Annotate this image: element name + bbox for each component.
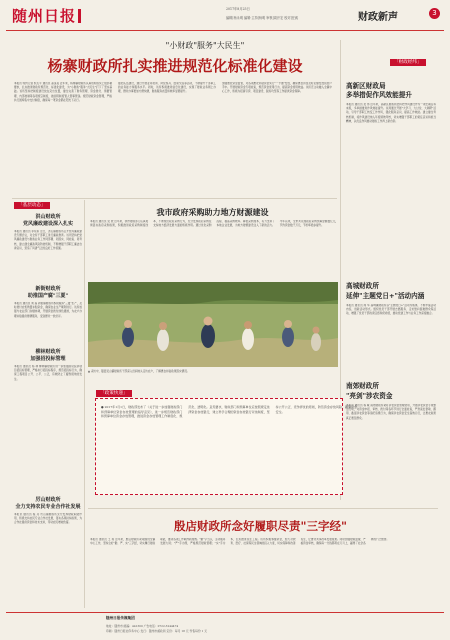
footer (6, 612, 444, 637)
quote-header: 「 政策快递 」 (96, 390, 132, 397)
brief-body: 本报讯 通讯员 程 丹 厉山镇财政所充分发挥财政职能作用，积极支持农民专业合作社发展，落实各项扶持政策，为合作社提供资金和技术支持，带动农民增收致富。 (14, 513, 82, 525)
second-headline: 殷店财政所念好履职尽责"三字经" (174, 519, 347, 533)
right-rail-header: 「 财政经纬 」 (390, 59, 426, 66)
lead-body-col-1: 本报讯 特约记者 熊太平 通讯员 高炎炎 近年来，杨寨镇财政所认真贯彻落实上级部署要求，扎实推进财政所规范化、标准化建设，为"小财政"服务"大民生"打下了坚实基础。该所坚持把制度建设放在突出位置，健全完善了财务管理、资金拨付、票据管理、内部控制等各项规章制度，做到用制度管人管事管钱。规范财政资金管理，严格执行国库集中支付制度，确保每一笔资金都在阳光下运行。 (14, 82, 112, 102)
brief-title: 洪山财政所 (35, 214, 61, 220)
brief-title: 厉山财政所 (35, 497, 61, 503)
second-body: 本报讯 通讯员 王 莉 近年来，殷店财政所紧紧围绕全镇中心工作，坚持念好"勤、严、实"三字经，切实履行财政职能，推动各项工作取得新成效。"勤"字当头，主动服务发展大局；"严"字为纲，严格规范财政管理；"实"字为本，扎实推进民生工程。该所积极筹措资金，加大对教育、医疗、社保等民生领域的投入力度，切实保障和改善民生，让群众共享改革发展成果。同时加强财政监督，严格资金审核，确保每一分钱都用在刀刃上，赢得了社会各界的广泛赞誉。 (90, 538, 389, 546)
brief-body: 本报讯 通讯员 杨 林 柳林镇财政所进一步加强政府投资项目招投标管理，严格执行招投标程序，规范招投标行为，确保工程项目公开、公平、公正，有效防止了腐败现象的发生。 (14, 365, 82, 381)
lead-headline: 杨寨财政所扎实推进规范化标准化建设 (47, 57, 303, 75)
lead-kicker: "小财政"服务"大民生" (165, 41, 245, 50)
footer-address: 地址：随州市 邮编：441300 广告电话：0722-3244474 (106, 624, 179, 628)
brief-body: 本报讯 通讯员 李东东 近日，洪山镇财政所召开党风廉政建设专题会议，对全所干部职工进行廉政教育。该所坚持把党风廉政建设与财政业务工作同部署、同落实、同检查、同考核，建立健全廉政风险防控机制，不断增强干部职工廉洁自律意识，营造了风清气正的良好工作氛围。 (14, 230, 82, 250)
field-photo-icon (88, 282, 338, 367)
section-title: 财政新声 (358, 12, 398, 23)
briefs-header: 「 基层动态 」 (14, 202, 50, 209)
brief-body: 本报讯 通讯员 周 淼 新街镇财政所积极服务"三夏"生产，及时拨付农机购置补贴资金，确保农业生产顺利进行。该所加强与农业部门沟通协调，开通资金拨付绿色通道，为农户办理补贴提供便捷服务，受到群众一致好评。 (14, 302, 82, 318)
editor-credits: 编辑|杨永明 编辑·主持|杨明 审核|周开宏 校对|任威 (226, 16, 299, 20)
newspaper-logo: 随州日报 (12, 5, 81, 26)
rail-body: 本报讯 通讯员 杨 威 南郊财政所紧盯涉农资金管理使用，开展涉农资金专项整治行动，对资金申报、审核、拨付等各环节进行全面检查，严肃查处套取、挪用、截留涉农资金等违纪违规行为，确保涉农资金安全高效运行，让惠农政策真正惠及群众。 (346, 404, 436, 420)
feature-headline: 我市政府采购助力地方财源建设 (156, 207, 269, 217)
brief-subtitle: 全力支持农民专业合作社发展 (15, 504, 81, 510)
rail-body: 本报讯 通讯员 吴 伟 近年来，高新区财政局坚持把作风建设作为一项长期任务来抓，多举措推进作风效能提升。该局通过开展"大学习、大讨论、大调研"活动，引导干部职工转变工作作风，强化服务意识，提高工作效能。建立健全考核机制，将作风建设纳入年度绩效考核，切实增强干部职工的责任意识和担当精神，以优良作风推动财政工作再上新台阶。 (346, 103, 436, 123)
rail-title: 南郊财政所 (346, 382, 379, 390)
rail-subtitle: 延伸"主题党日+"活动内涵 (346, 292, 425, 300)
brief-subtitle: 助推国产腐"三夏" (27, 293, 69, 299)
footer-print-info: 印刷：随州日报社印务中心 发行：随州市邮政局 定价：每月 18 元 零售每份 1 元 (106, 629, 208, 633)
brief-subtitle: 加强招投标管理 (30, 356, 66, 362)
lead-body-col-2: 强化队伍建设，通过开展业务培训、岗位练兵、经验交流等活动，不断提升干部职工的业务能力和服务水平。同时，该所积极推进信息化建设，实现了财政业务网上办理，群众办事更加方便快捷，财政服务质量和效率显著提升。 (118, 82, 216, 94)
rail-subtitle: "亮剑"涉农资金 (346, 392, 393, 400)
divider (84, 200, 85, 608)
photo-caption: ▲ 采访中，随县吴山镇财政所干部深入田间地头走访农户，了解惠农补贴政策落实情况。 (88, 370, 190, 373)
rail-title: 高城财政所 (346, 282, 379, 290)
divider (88, 508, 438, 509)
issue-date: 2017年8月25日 (226, 7, 250, 11)
divider (12, 198, 337, 199)
logo-mark-icon (78, 9, 81, 23)
brief-subtitle: 党风廉政建设深入扎实 (22, 221, 73, 227)
brief-title: 柳林财政所 (35, 349, 61, 355)
page-number-badge: 3 (429, 8, 440, 19)
rail-body: 本报讯 通讯员 尚 华 高城镇财政所以"主题党日+"活动为载体，不断丰富活动内容，创新活动形式。组织党员干部开展志愿服务、走访慰问困难群众等活动，增强了党员干部的责任感和使命感，推动党建工作与业务工作深度融合。 (346, 304, 436, 316)
masthead (6, 2, 444, 31)
policy-quote-box (95, 398, 357, 495)
policy-quote-text: ● 2017年1月1日，财政部发布了《关于进一步加强财政部门和预算单位资金存放管理的指导意见》，进一步规范财政部门和预算单位资金存放管理，推进资金存放管理工作制度化、规范化、透明化。意见要求，财政部门和预算单位应按照规定选择资金存放银行，建立科学合理的资金存放银行评选制度，坚持公开公正、竞争择优的原则，防范资金存放风险，确保资金安全。 (101, 405, 357, 419)
feature-photo (88, 282, 338, 367)
rail-subtitle: 多举措促作风效能提升 (346, 91, 412, 99)
brief-title: 新街财政所 (35, 286, 61, 292)
rail-title: 高新区财政局 (346, 82, 386, 90)
lead-body-col-3: 加强惠农资金监管，对各项惠农补贴资金实行"一卡通"发放，确保惠农资金及时足额发放到农户手中。开展财政资金专项检查，规范资金使用行为，提高资金使用效益。该所还主动融入全镇中心工作，积极为招商引资、项目建设、脱贫攻坚等工作提供资金保障。 (222, 82, 332, 94)
feature-body: 本报讯 通讯员 吴 欣 近年来，我市财政部门认真贯彻落实政府采购政策，积极推进政府采购制度改革，不断规范政府采购行为，充分发挥政府采购在支持地方经济发展方面的积极作用。通过优化采购流程、提高采购效率、降低采购成本，有力支持了本地企业发展，为地方财源建设注入了新的活力。今年以来，全市共完成政府采购预算金额数亿元，节约资金数千万元，节约率稳步提升。 (90, 220, 338, 228)
footer-publisher: 随州日报传媒集团 (106, 616, 135, 620)
